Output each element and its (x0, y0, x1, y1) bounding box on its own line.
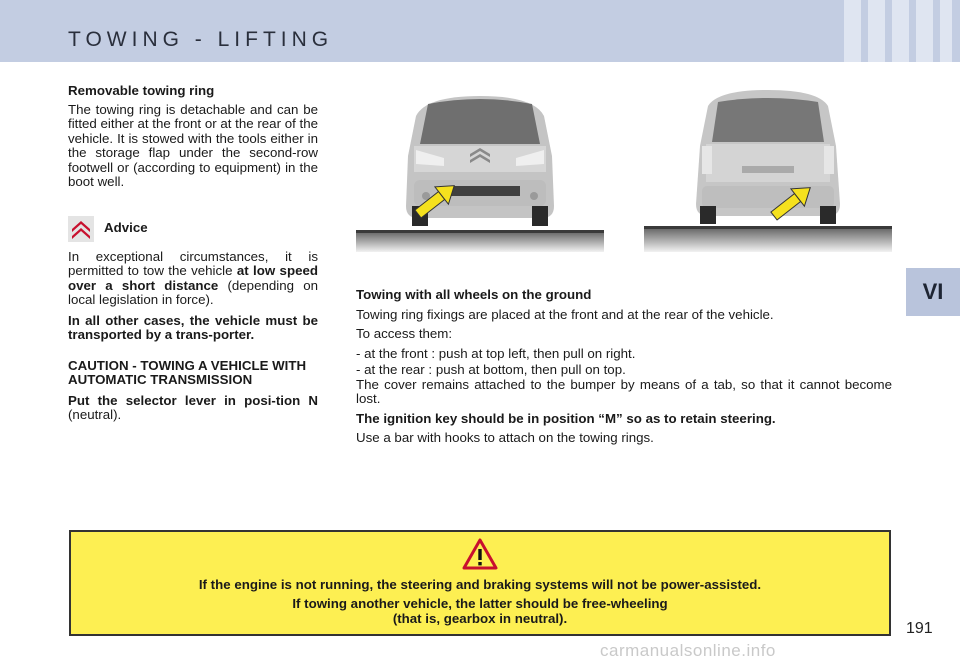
towing-line: The cover remains attached to the bumper by means of a tab, so that it cannot become lost. (356, 376, 892, 406)
warning-line: If towing another vehicle, the latter should be free-wheeling (292, 596, 668, 611)
towing-line: - at the front : push at top left, then pull on right. (356, 345, 636, 361)
right-column (356, 288, 892, 451)
ring-heading: Removable towing ring (68, 83, 215, 98)
ignition-note: The ignition key should be in position “M” so as to retain steering. (356, 410, 776, 426)
car-rear-image (644, 86, 892, 252)
towing-line: Towing ring fixings are placed at the front and at the rear of the vehicle. (356, 306, 774, 322)
ring-text: The towing ring is detachable and can be fitted either at the front or at the rear of the vehicle. It is stowed with the tools either in the storage flap under the second-row footwell or (according to equipment) in the boot well. (68, 101, 318, 189)
advice-text (68, 250, 318, 308)
towing-line: - at the rear : push at bottom, then pull on top. (356, 362, 626, 377)
chapter-tab: VI (906, 268, 960, 316)
caution-bold: Put the selector lever in posi-tion N (68, 392, 318, 408)
advice-heading: Advice (104, 220, 148, 236)
header-stripe (892, 0, 909, 62)
advice-text-bold: at low speed over a short distance (68, 263, 318, 293)
towing-line: To access them: (356, 326, 453, 341)
towing-heading: Towing with all wheels on the ground (356, 287, 592, 302)
towing-line: Use a bar with hooks to attach on the towing rings. (356, 430, 654, 445)
advice-bold-line: In all other cases, the vehicle must be transported by a trans-porter. (68, 312, 318, 342)
page-number: 191 (906, 620, 933, 637)
warning-box (69, 530, 891, 636)
warning-line: (that is, gearbox in neutral). (392, 610, 568, 626)
caution-text (68, 394, 318, 423)
car-front-image (356, 86, 604, 252)
header-stripe (844, 0, 861, 62)
advice-text-part: (depending on local legislation in force). (68, 277, 318, 307)
advice-header (68, 216, 318, 242)
warning-line: If the engine is not running, the steering and braking systems will not be power-assisted. (198, 576, 762, 592)
left-column (68, 84, 318, 429)
header-stripe (916, 0, 933, 62)
header-stripe (868, 0, 885, 62)
brand-logo-icon (68, 216, 94, 242)
page-title: TOWING - LIFTING (68, 28, 334, 51)
caution-heading: CAUTION - TOWING A VEHICLE WITH AUTOMATIC TRANSMISSION (68, 357, 307, 387)
header-stripe (940, 0, 952, 62)
advice-text-part: In exceptional circumstances, it is permitted to tow the vehicle (68, 248, 318, 278)
warning-triangle-icon (462, 538, 498, 570)
header-band (0, 0, 960, 62)
caution-rest: (neutral). (68, 407, 122, 422)
watermark: carmanualsonline.info (600, 641, 776, 660)
